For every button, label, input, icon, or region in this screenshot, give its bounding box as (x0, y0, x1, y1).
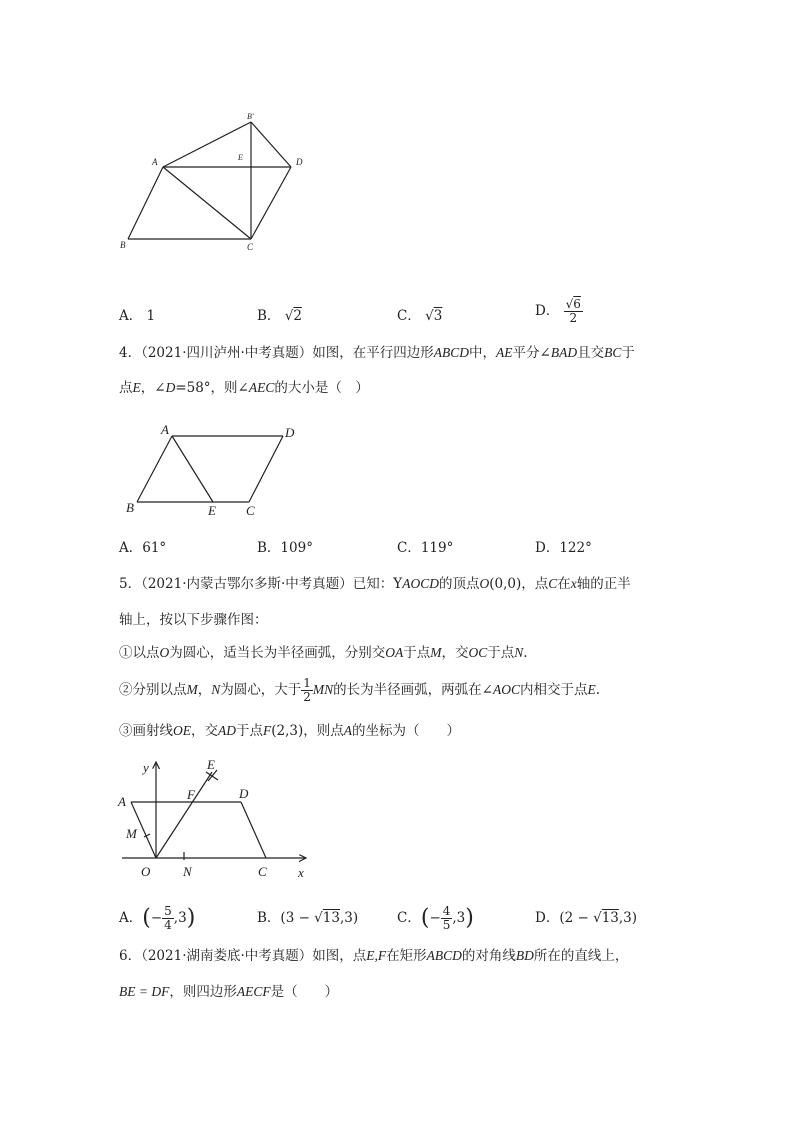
segment-AB (128, 167, 163, 239)
label-E: E (208, 503, 216, 518)
segment-CD (251, 167, 291, 239)
segment-DC (241, 802, 266, 858)
figure-q3-fold-diagram (110, 105, 320, 255)
figure-q4-parallelogram (120, 420, 320, 520)
segment-CD (249, 436, 283, 502)
q5-step3: ③画射线OE，交AD于点F(2,3)，则点A的坐标为（ ） (119, 723, 461, 739)
label-x: x (298, 865, 304, 880)
label-C: C (247, 242, 254, 252)
q5-option-a[interactable]: A．(− $\frac{5}{4}$ ,3) (119, 904, 196, 932)
segment-AB (137, 436, 172, 502)
q5-option-d[interactable]: D．(2 − √13,3) (535, 910, 638, 926)
label-B-prime: B' (247, 112, 254, 121)
label-D: D (285, 425, 295, 440)
label-E: E (207, 757, 215, 772)
q3-option-d[interactable]: D． $\frac{√6}{2}$ (535, 297, 581, 325)
q4-option-b[interactable]: B．109° (257, 540, 313, 556)
label-C: C (258, 864, 267, 879)
figure-q5-coordinate-diagram (115, 755, 315, 880)
q4-option-a[interactable]: A．61° (119, 540, 167, 556)
label-B: B (120, 240, 126, 250)
q6-stem-line1: 6．（2021·湖南娄底·中考真题）如图，点E,F在矩形ABCD的对角线BD所在的直线上， (119, 948, 629, 964)
q4-option-c[interactable]: C．119° (397, 540, 454, 556)
label-A: A (118, 794, 126, 809)
q5-step2: ②分别以点M，N为圆心，大于 $\frac{1}{2}$ MN的长为半径画弧，两弧在∠AOC内相交于点E. (119, 676, 601, 704)
label-A: A (161, 422, 169, 437)
q5-option-c[interactable]: C．(− $\frac{4}{5}$ ,3) (397, 904, 474, 932)
q6-stem-line2: BE = DF，则四边形AECF是（ ） (119, 984, 339, 1000)
label-M: M (126, 826, 137, 841)
q4-stem-line2: 点E，∠D=58°，则∠AEC的大小是（ ） (119, 380, 369, 396)
q5-step1: ①以点O为圆心，适当长为半径画弧，分别交OA于点M，交OC于点N. (119, 645, 528, 661)
q3-option-c[interactable]: C． √3 (397, 308, 443, 324)
q4-stem-line1: 4．（2021·四川泸州·中考真题）如图，在平行四边形ABCD中，AE平分∠BAD且交BC于 (119, 345, 635, 361)
q5-stem-line2: 轴上，按以下步骤作图： (119, 612, 268, 628)
segment-B-prime-D (251, 122, 291, 167)
q5-stem-line1: 5．（2021·内蒙古鄂尔多斯·中考真题）已知：YAOCD的顶点O(0,0)，点C在x轴的正半 (119, 576, 631, 592)
label-D: D (296, 157, 303, 167)
label-A: A (152, 157, 158, 167)
label-B: B (126, 500, 134, 515)
segment-AE (172, 436, 213, 502)
label-D: D (239, 786, 249, 801)
segment-AC (163, 167, 251, 239)
label-F: F (187, 787, 195, 802)
q3-option-b[interactable]: B． √2 (257, 308, 302, 324)
q5-option-b[interactable]: B．(3 − √13,3) (257, 910, 359, 926)
q3-option-a[interactable]: A． 1 (119, 308, 156, 324)
label-O: O (141, 864, 151, 879)
ray-OE (156, 772, 212, 858)
label-C: C (246, 503, 255, 518)
label-N: N (183, 864, 192, 879)
label-y: y (143, 760, 149, 775)
label-E: E (238, 153, 243, 162)
q4-option-d[interactable]: D．122° (535, 540, 592, 556)
